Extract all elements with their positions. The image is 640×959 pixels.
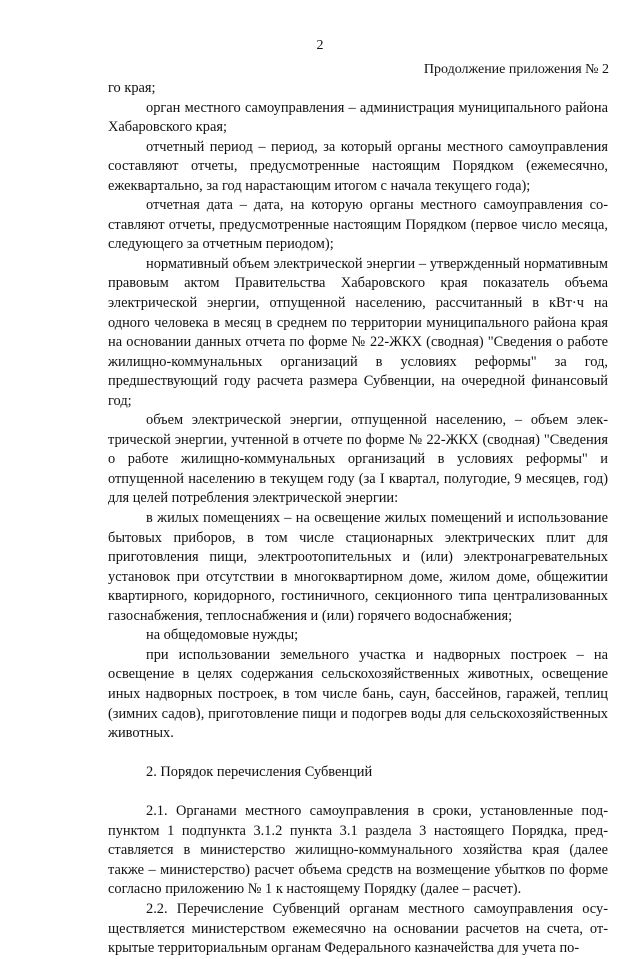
definition-local-government: орган местного самоуправления – администрация муниципального района Хабаровского края;	[108, 99, 608, 136]
usage-land-plot: при использовании земельного участка и надворных построек – на освещение в целях содержания сельскохозяйственных животных, освещение иных надворных построек, в том числе бань, саун, бассейнов, гаражей, теплиц (зимних садов), приготовление пищи и подогрев воды для сельскохозяйственных животных.	[108, 646, 608, 742]
clause-2-2: 2.2. Перечисление Субвенций органам местного самоуправления осуществляется министерством ежемесячно на основании расчетов на счета, открытые территориальным органам Федерального казначейства для учета по-	[108, 900, 608, 957]
section-spacer	[108, 744, 608, 764]
usage-residential: в жилых помещениях – на освещение жилых помещений и использование бытовых приборов, в том числе стационарных электрических плит для приготовления пищи, электроотопительных и (или) электронагревательных установок при отсутствии в многоквартирном доме, жилом доме, общежитии квартирного, коридорного, гостиничного, секционного типа централизованных газоснабжения, теплоснабжения и (или) горячего водоснабжения;	[108, 510, 608, 624]
definition-supplied-volume: объем электрической энергии, отпущенной населению, – объем электрической энергии, учтенной в отчете по форме № 22-ЖКХ (сводная) "Сведения о работе жилищно-коммунальных организаций в условиях реформы" и отпущенной населению в текущем году (за I квартал, полугодие, 9 месяцев, год) для целей потребления электрической энергии:	[108, 412, 608, 507]
definition-reporting-period: отчетный период – период, за который органы местного самоуправления составляют отчеты, предусмотренные настоящим Порядком (ежемесячно, ежеквартально, за год нарастающим итогом с начала текущего года);	[108, 138, 608, 194]
clause-2-1: 2.1. Органами местного самоуправления в сроки, установленные подпунктом 1 подпункта 3.1.2 пункта 3.1 раздела 3 настоящего Порядка, представляется в министерство жилищно-коммунального хозяйства края (далее также – министерство) расчет объема средств на возмещение убытков по форме согласно приложению № 1 к настоящему Порядку (далее – расчет).	[108, 803, 608, 898]
section-spacer	[108, 783, 608, 803]
document-body	[108, 79, 608, 959]
usage-common-needs: на общедомовые нужды;	[146, 627, 299, 644]
page-number: 2	[316, 38, 324, 53]
definition-reporting-date: отчетная дата – дата, на которую органы местного самоуправления составляют отчеты, предусмотренные настоящим Порядком (первое число месяца, следующего за отчетным периодом);	[108, 197, 608, 253]
definition-normative-volume: нормативный объем электрической энергии – утвержденный нормативным правовым актом Правительства Хабаровского края показатель объема электрической энергии, отпущенной населению, рассчитанный в кВт·ч на одного человека в месяц в среднем по территории муниципального района края на основании данных отчета по форме № 22-ЖКХ (сводная) "Сведения о работе жилищно-коммунальных организаций в условиях реформы" за год, предшествующий году расчета размера Субвенции, на очередной финансовый год;	[108, 255, 608, 409]
continuation-note: Продолжение приложения № 2	[423, 62, 609, 77]
paragraph-fragment: го края;	[108, 80, 156, 96]
section-heading: 2. Порядок перечисления Субвенций	[146, 764, 373, 781]
